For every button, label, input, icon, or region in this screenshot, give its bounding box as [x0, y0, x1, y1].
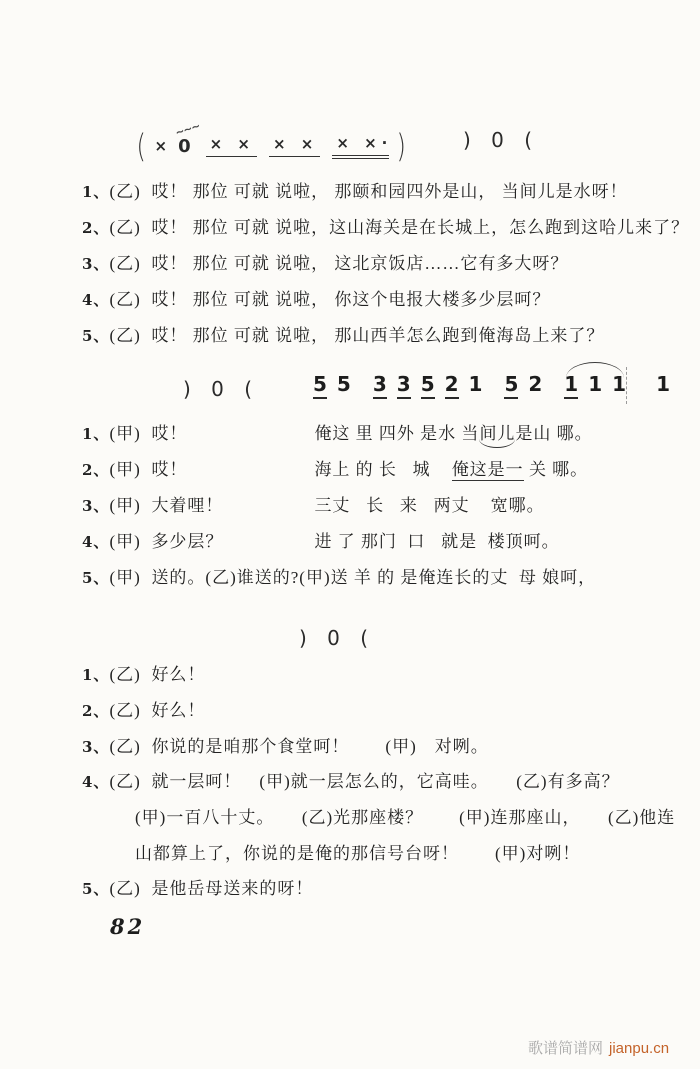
line-number: 1、 — [82, 183, 110, 201]
lyric-line — [82, 495, 545, 517]
line-text: 哎！ 那位 可就 说啦，这山海关是在长城上，怎么跑到这哈儿来了？ — [151, 218, 690, 237]
line-number: 3、 — [82, 738, 110, 756]
beamed-x-pair-1: × × — [206, 135, 257, 157]
melody-note: 2 — [528, 372, 543, 396]
percussion-pattern — [135, 119, 408, 168]
melody-note: 1 — [588, 372, 603, 396]
line-number: 2、 — [82, 219, 110, 237]
page-number: 82 — [110, 914, 146, 939]
melody-note: 2 — [445, 372, 459, 399]
speaker-label: (乙) — [109, 737, 141, 756]
open-paren: ( — [136, 127, 146, 165]
dialogue-line — [82, 664, 205, 686]
line-number: 4、 — [82, 533, 110, 551]
lyric-text: 进 了 那门 口 就是 楼顶呵。 — [314, 532, 560, 551]
line-text: 就一层呵！ (甲)就一层怎么的，它高哇。 (乙)有多高？ — [151, 772, 620, 791]
line-number: 1、 — [82, 425, 110, 443]
speaker-label: (乙) — [109, 879, 141, 898]
spoken-text: 大着哩！ — [151, 496, 224, 515]
line-number: 4、 — [82, 291, 110, 309]
lyric-text: 海上 的 长 城 — [314, 460, 452, 479]
speaker-label: (乙) — [109, 772, 141, 791]
line-text: 你说的是咱那个食堂呵！ (甲) 对咧。 — [151, 737, 489, 756]
melody-note: 1 — [612, 372, 627, 396]
line-number: 2、 — [82, 702, 110, 720]
speaker-label: (甲) — [109, 424, 141, 443]
line-number: 5、 — [82, 880, 110, 898]
spoken-text: 多少层？ — [151, 532, 224, 551]
lyric-text: 俺这 里 四外 是水 当 — [314, 424, 480, 443]
melody-note: 5 — [313, 372, 327, 399]
line-number: 5、 — [82, 569, 110, 587]
spoken-text: 送的。(乙)谁送的?(甲)送 羊 的 是俺连长的丈 母 娘呵， — [151, 568, 597, 587]
watermark — [528, 1037, 669, 1058]
line-number: 5、 — [82, 327, 110, 345]
line-text: 是他岳母送来的呀！ — [151, 879, 314, 898]
line-number: 3、 — [82, 497, 110, 515]
rest-marks-middle: ) 0 ( — [183, 377, 260, 401]
line-number: 2、 — [82, 461, 110, 479]
dialogue-line — [82, 700, 205, 722]
line-number: 1、 — [82, 666, 110, 684]
lyric-text: 三丈 长 来 两丈 宽哪。 — [314, 496, 545, 515]
melody-note: 5 — [336, 372, 351, 396]
lyric-text: 是山 哪。 — [515, 424, 593, 443]
lyric-line — [82, 567, 596, 589]
melody-note: 5 — [504, 372, 518, 399]
line-number: 4、 — [82, 773, 110, 791]
dialogue-line — [82, 289, 550, 311]
melody-note: 1 — [564, 372, 578, 399]
speaker-label: (乙) — [109, 290, 141, 309]
watermark-site-name: 歌谱简谱网 — [528, 1040, 604, 1057]
line-text: 好么！ — [151, 701, 206, 720]
line-text: 哎！ 那位 可就 说啦， 你这个电报大楼多少层呵？ — [151, 290, 551, 309]
speaker-label: (乙) — [109, 701, 141, 720]
rest-zero-note — [173, 119, 202, 157]
line-text: 好么！ — [151, 665, 206, 684]
speaker-label: (甲) — [109, 532, 141, 551]
melody-note: 1 — [656, 372, 670, 396]
slur-mark: 间儿 — [479, 423, 515, 448]
lyric-line — [82, 531, 560, 553]
dot-mark: · — [381, 133, 388, 152]
melody-number-line — [313, 372, 680, 399]
dialogue-line — [82, 771, 620, 793]
dialogue-continuation-line — [135, 843, 580, 865]
underlined-lyric: 俺这是一 — [451, 460, 524, 479]
line-text: 哎！ 那位 可就 说啦， 这北京饭店……它有多大呀？ — [151, 254, 569, 273]
speaker-label: (乙) — [109, 218, 141, 237]
lyric-line — [82, 459, 588, 481]
line-text: (甲)一百八十丈。 (乙)光那座楼？ (甲)连那座山， (乙)他连 — [135, 808, 676, 827]
line-text: 哎！ 那位 可就 说啦， 那山西羊怎么跑到俺海岛上来了？ — [151, 326, 605, 345]
rest-marks-top-right: ) 0 ( — [463, 128, 540, 152]
dashed-barline — [626, 367, 627, 404]
line-text: 哎！ 那位 可就 说啦， 那颐和园四外是山， 当间儿是水呀！ — [151, 182, 628, 201]
dialogue-line — [82, 736, 489, 758]
line-number: 3、 — [82, 255, 110, 273]
beamed-x-pair-3 — [332, 134, 389, 159]
speaker-label: (甲) — [109, 568, 141, 587]
melody-note: 1 — [468, 372, 483, 396]
line-text: 山都算上了，你说的是俺的那信号台呀！ (甲)对咧！ — [135, 844, 581, 863]
dialogue-line — [82, 217, 689, 239]
dialogue-line — [82, 181, 628, 203]
speaker-label: (甲) — [109, 460, 141, 479]
dialogue-line — [82, 253, 568, 275]
pair-3-notes: × × — [336, 133, 382, 152]
speaker-label: (乙) — [109, 665, 141, 684]
speaker-label: (甲) — [109, 496, 141, 515]
dialogue-line — [82, 325, 604, 347]
spoken-text: 哎！ — [151, 424, 188, 443]
watermark-site-url: jianpu.cn — [609, 1040, 670, 1057]
close-paren: ) — [396, 127, 407, 165]
melody-note: 3 — [397, 372, 411, 399]
speaker-label: (乙) — [109, 254, 141, 273]
tremolo-mark: ~~~ — [173, 119, 202, 139]
lyric-line — [82, 423, 593, 448]
spoken-text: 哎！ — [151, 460, 188, 479]
beamed-x-pair-2: × × — [269, 135, 320, 157]
zero-glyph: 0 — [178, 135, 191, 157]
beat-x-note: × — [154, 137, 168, 155]
melody-note: 3 — [373, 372, 387, 399]
speaker-label: (乙) — [109, 182, 141, 201]
lyric-text: 关 哪。 — [523, 460, 589, 479]
dialogue-line — [82, 878, 313, 900]
tie-arc — [566, 362, 624, 378]
melody-note: 5 — [421, 372, 435, 399]
dialogue-continuation-line — [135, 807, 675, 829]
rest-marks-bottom: ) 0 ( — [299, 626, 376, 650]
speaker-label: (乙) — [109, 326, 141, 345]
